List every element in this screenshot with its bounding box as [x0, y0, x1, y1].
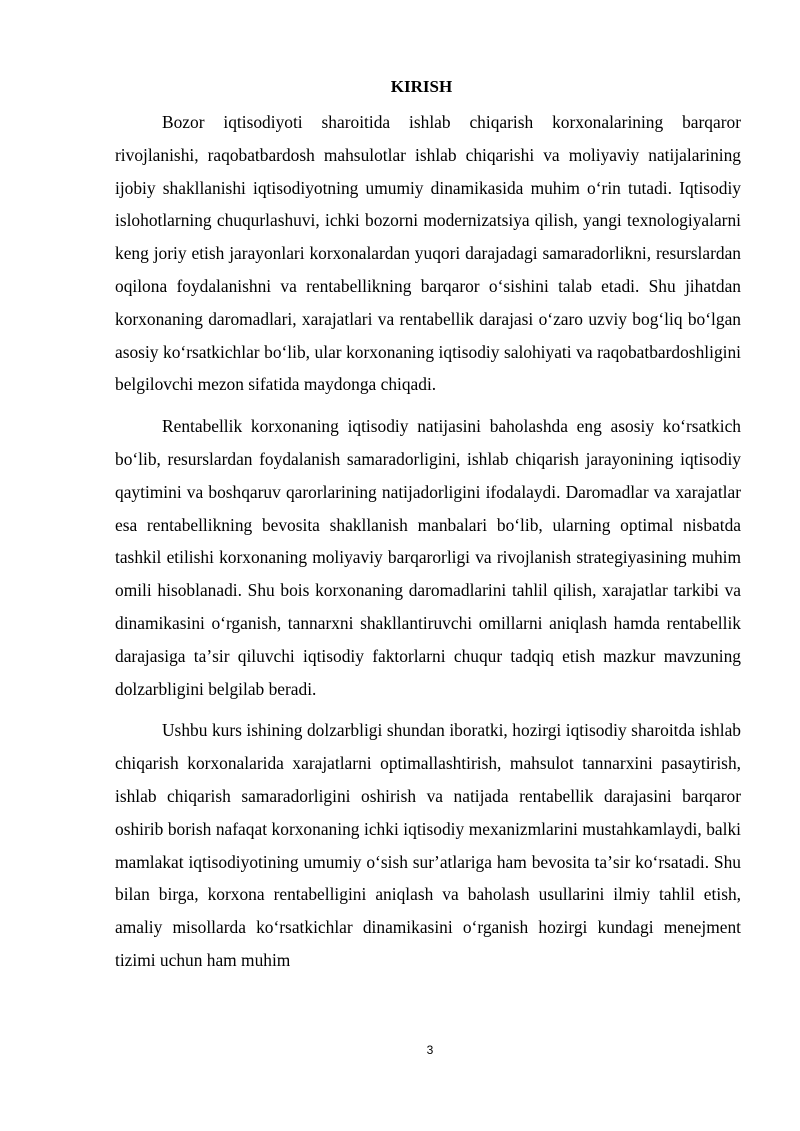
paragraph-1: Bozor iqtisodiyoti sharoitida ishlab chiqarish korxonalarining barqaror rivojlanishi, raqobatbardosh mahsulotlar ishlab chiqarishi va moliyaviy natijalarining ijobiy shakllanishi iqtisodiyotning umumiy dinamikasida muhim oʻrin tutadi. Iqtisodiy islohotlarning chuqurlashuvi, ichki bozorni modernizatsiya qilish, yangi texnologiyalarni keng joriy etish jarayonlari korxonalardan yuqori darajadagi samaradorlikni, resurslardan oqilona foydalanishni va rentabellikning barqaror oʻsishini talab etadi. Shu jihatdan korxonaning daromadlari, xarajatlari va rentabellik darajasi oʻzaro uzviy bogʻliq boʻlgan asosiy koʻrsatkichlar boʻlib, ular korxonaning iqtisodiy salohiyati va raqobatbardoshligini belgilovchi mezon sifatida maydonga chiqadi.: [115, 112, 741, 395]
paragraph-3: Ushbu kurs ishining dolzarbligi shundan iboratki, hozirgi iqtisodiy sharoitda ishlab chiqarish korxonalarida xarajatlarni optimallashtirish, mahsulot tannarxini pasaytirish, ishlab chiqarish samaradorligini oshirish va natijada rentabellik darajasini barqaror oshirib borish nafaqat korxonaning ichki iqtisodiy mexanizmlarini mustahkamlaydi, balki mamlakat iqtisodiyotining umumiy oʻsish surʼatlariga ham bevosita taʼsir koʻrsatadi. Shu bilan birga, korxona rentabelligini aniqlash va baholash usullarini ilmiy tahlil etish, amaliy misollarda koʻrsatkichlar dinamikasini oʻrganish hozirgi kundagi menejment tizimi uchun ham muhim: [115, 720, 741, 970]
body-text: [115, 106, 741, 977]
section-heading: KIRISH: [390, 77, 453, 96]
paragraph-2: Rentabellik korxonaning iqtisodiy natijasini baholashda eng asosiy koʻrsatkich boʻlib, resurslardan foydalanish samaradorligini, ishlab chiqarish jarayonining iqtisodiy qaytimini va boshqaruv qarorlarining natijadorligini ifodalaydi. Daromadlar va xarajatlar esa rentabellikning bevosita shakllanish manbalari boʻlib, ularning optimal nisbatda tashkil etilishi korxonaning moliyaviy barqarorligi va rivojlanish strategiyasining muhim omili hisoblanadi. Shu bois korxonaning daromadlarini tahlil qilish, xarajatlar tarkibi va dinamikasini oʻrganish, tannarxni shakllantiruvchi omillarni aniqlash hamda rentabellik darajasiga taʼsir qiluvchi iqtisodiy faktorlarni chuqur tadqiq etish mazkur mavzuning dolzarbligini belgilab beradi.: [115, 416, 741, 699]
page-number: 3: [426, 1043, 434, 1057]
